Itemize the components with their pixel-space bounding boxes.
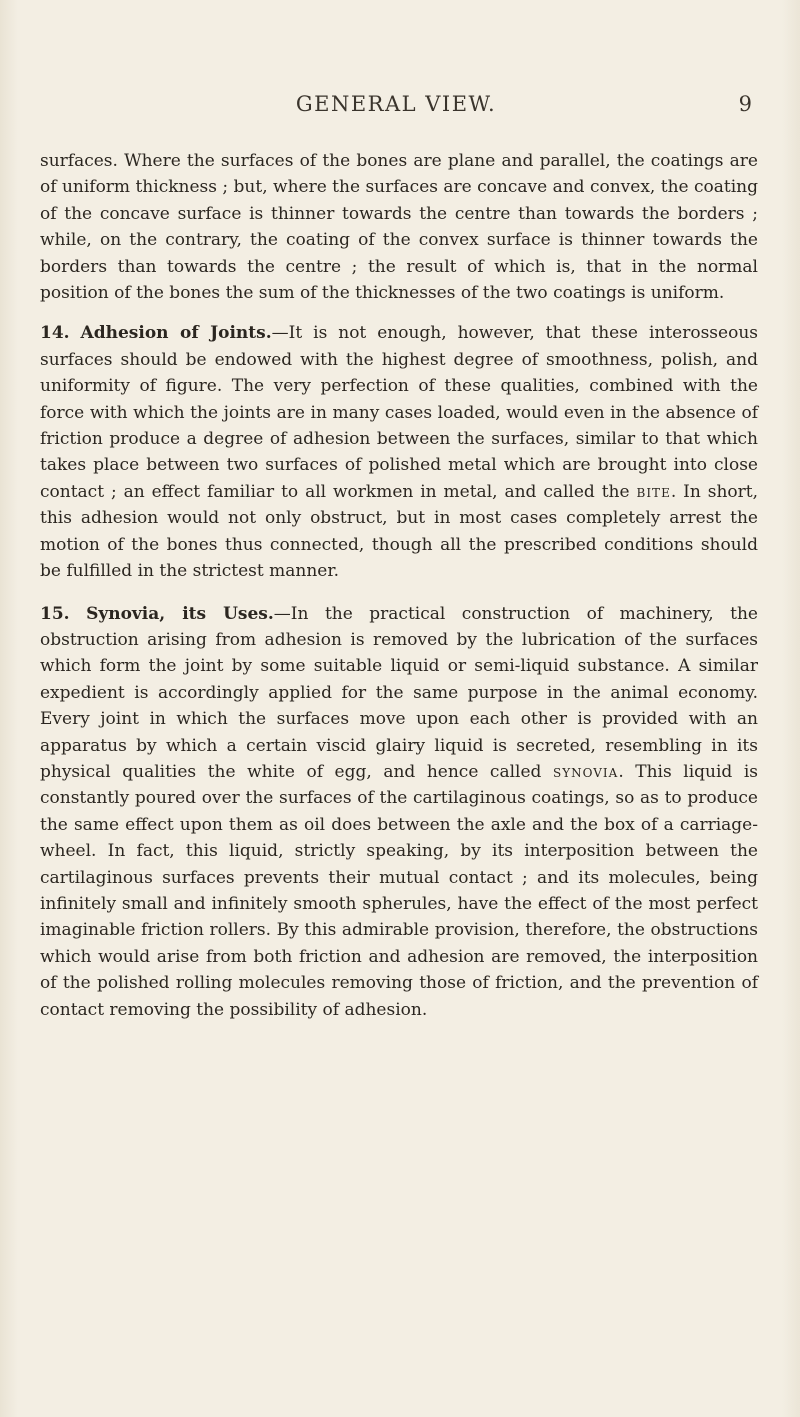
paragraph-continuation bbox=[40, 148, 758, 306]
section-number: 15. bbox=[40, 603, 70, 624]
paragraph-text: . This liquid is constantly poured over the surfaces of the cartilaginous coatings, so as to produce the same effect upon them as oil does between the axle and the box of a carriage-wheel. In fact, this liquid, strictly speaking, by its interposition between the cartilaginous surfaces prevents their mutual contact ; and its molecules, being infinitely small and infinitely smooth spherules, have the effect of the most perfect imaginable friction rollers. By this admirable provision, therefore, the obstructions which would arise from both friction and adhesion are removed, the interposition of the polished rolling molecules removing those of friction, and the prevention of contact removing the possibility of adhesion. bbox=[40, 761, 759, 1020]
section-number: 14. bbox=[40, 323, 70, 344]
section-heading: Adhesion of Joints. bbox=[80, 323, 272, 344]
section-heading: Synovia, its Uses. bbox=[86, 603, 274, 624]
body-text bbox=[40, 148, 758, 1023]
paragraph-text: surfaces. Where the surfaces of the bones are plane and parallel, the coatings are of uniform thickness ; but, where the surfaces are concave and convex, the coating of the concave surface is thinner towards the centre than towards the borders ; while, on the contrary, the coating of the convex surface is thinner towards the borders than towards the centre ; the result of which is, that in the normal position of the bones the sum of the thicknesses of the two coatings is uniform. bbox=[40, 151, 758, 304]
running-head bbox=[40, 92, 752, 122]
paragraph-text: —It is not enough, however, that these interosseous surfaces should be endowed with the highest degree of smoothness, polish, and uniformity of figure. The very perfection of these qualities, combined with the force with which the joints are in many cases loaded, would even in the absence of friction produce a degree of adhesion between the surfaces, similar to that which takes place between two surfaces of polished metal which are brought into close contact ; an effect familiar to all workmen in metal, and called the bbox=[40, 323, 758, 502]
defined-term: synovia bbox=[552, 761, 619, 782]
defined-term: bite bbox=[636, 481, 671, 502]
paragraph-adhesion-of-joints bbox=[40, 320, 758, 584]
page-number: 9 bbox=[738, 92, 752, 116]
paragraph-text: . In short, this adhesion would not only obstruct, but in most cases completely arrest the motion of the bones thus connected, though all the prescribed conditions should be fulfilled in the strictest manner. bbox=[40, 481, 758, 582]
running-title: GENERAL VIEW. bbox=[295, 92, 497, 116]
paragraph-text: —In the practical construction of machinery, the obstruction arising from adhesion is removed by the lubrication of the surfaces which form the joint by some suitable liquid or semi-liquid substance. A similar expedient is accordingly applied for the same purpose in the animal economy. Every joint in which the surfaces move upon each other is provided with an apparatus by which a certain viscid glairy liquid is secreted, resembling in its physical qualities the white of egg, and hence called bbox=[40, 603, 758, 782]
paragraph-synovia-uses bbox=[40, 601, 758, 1024]
